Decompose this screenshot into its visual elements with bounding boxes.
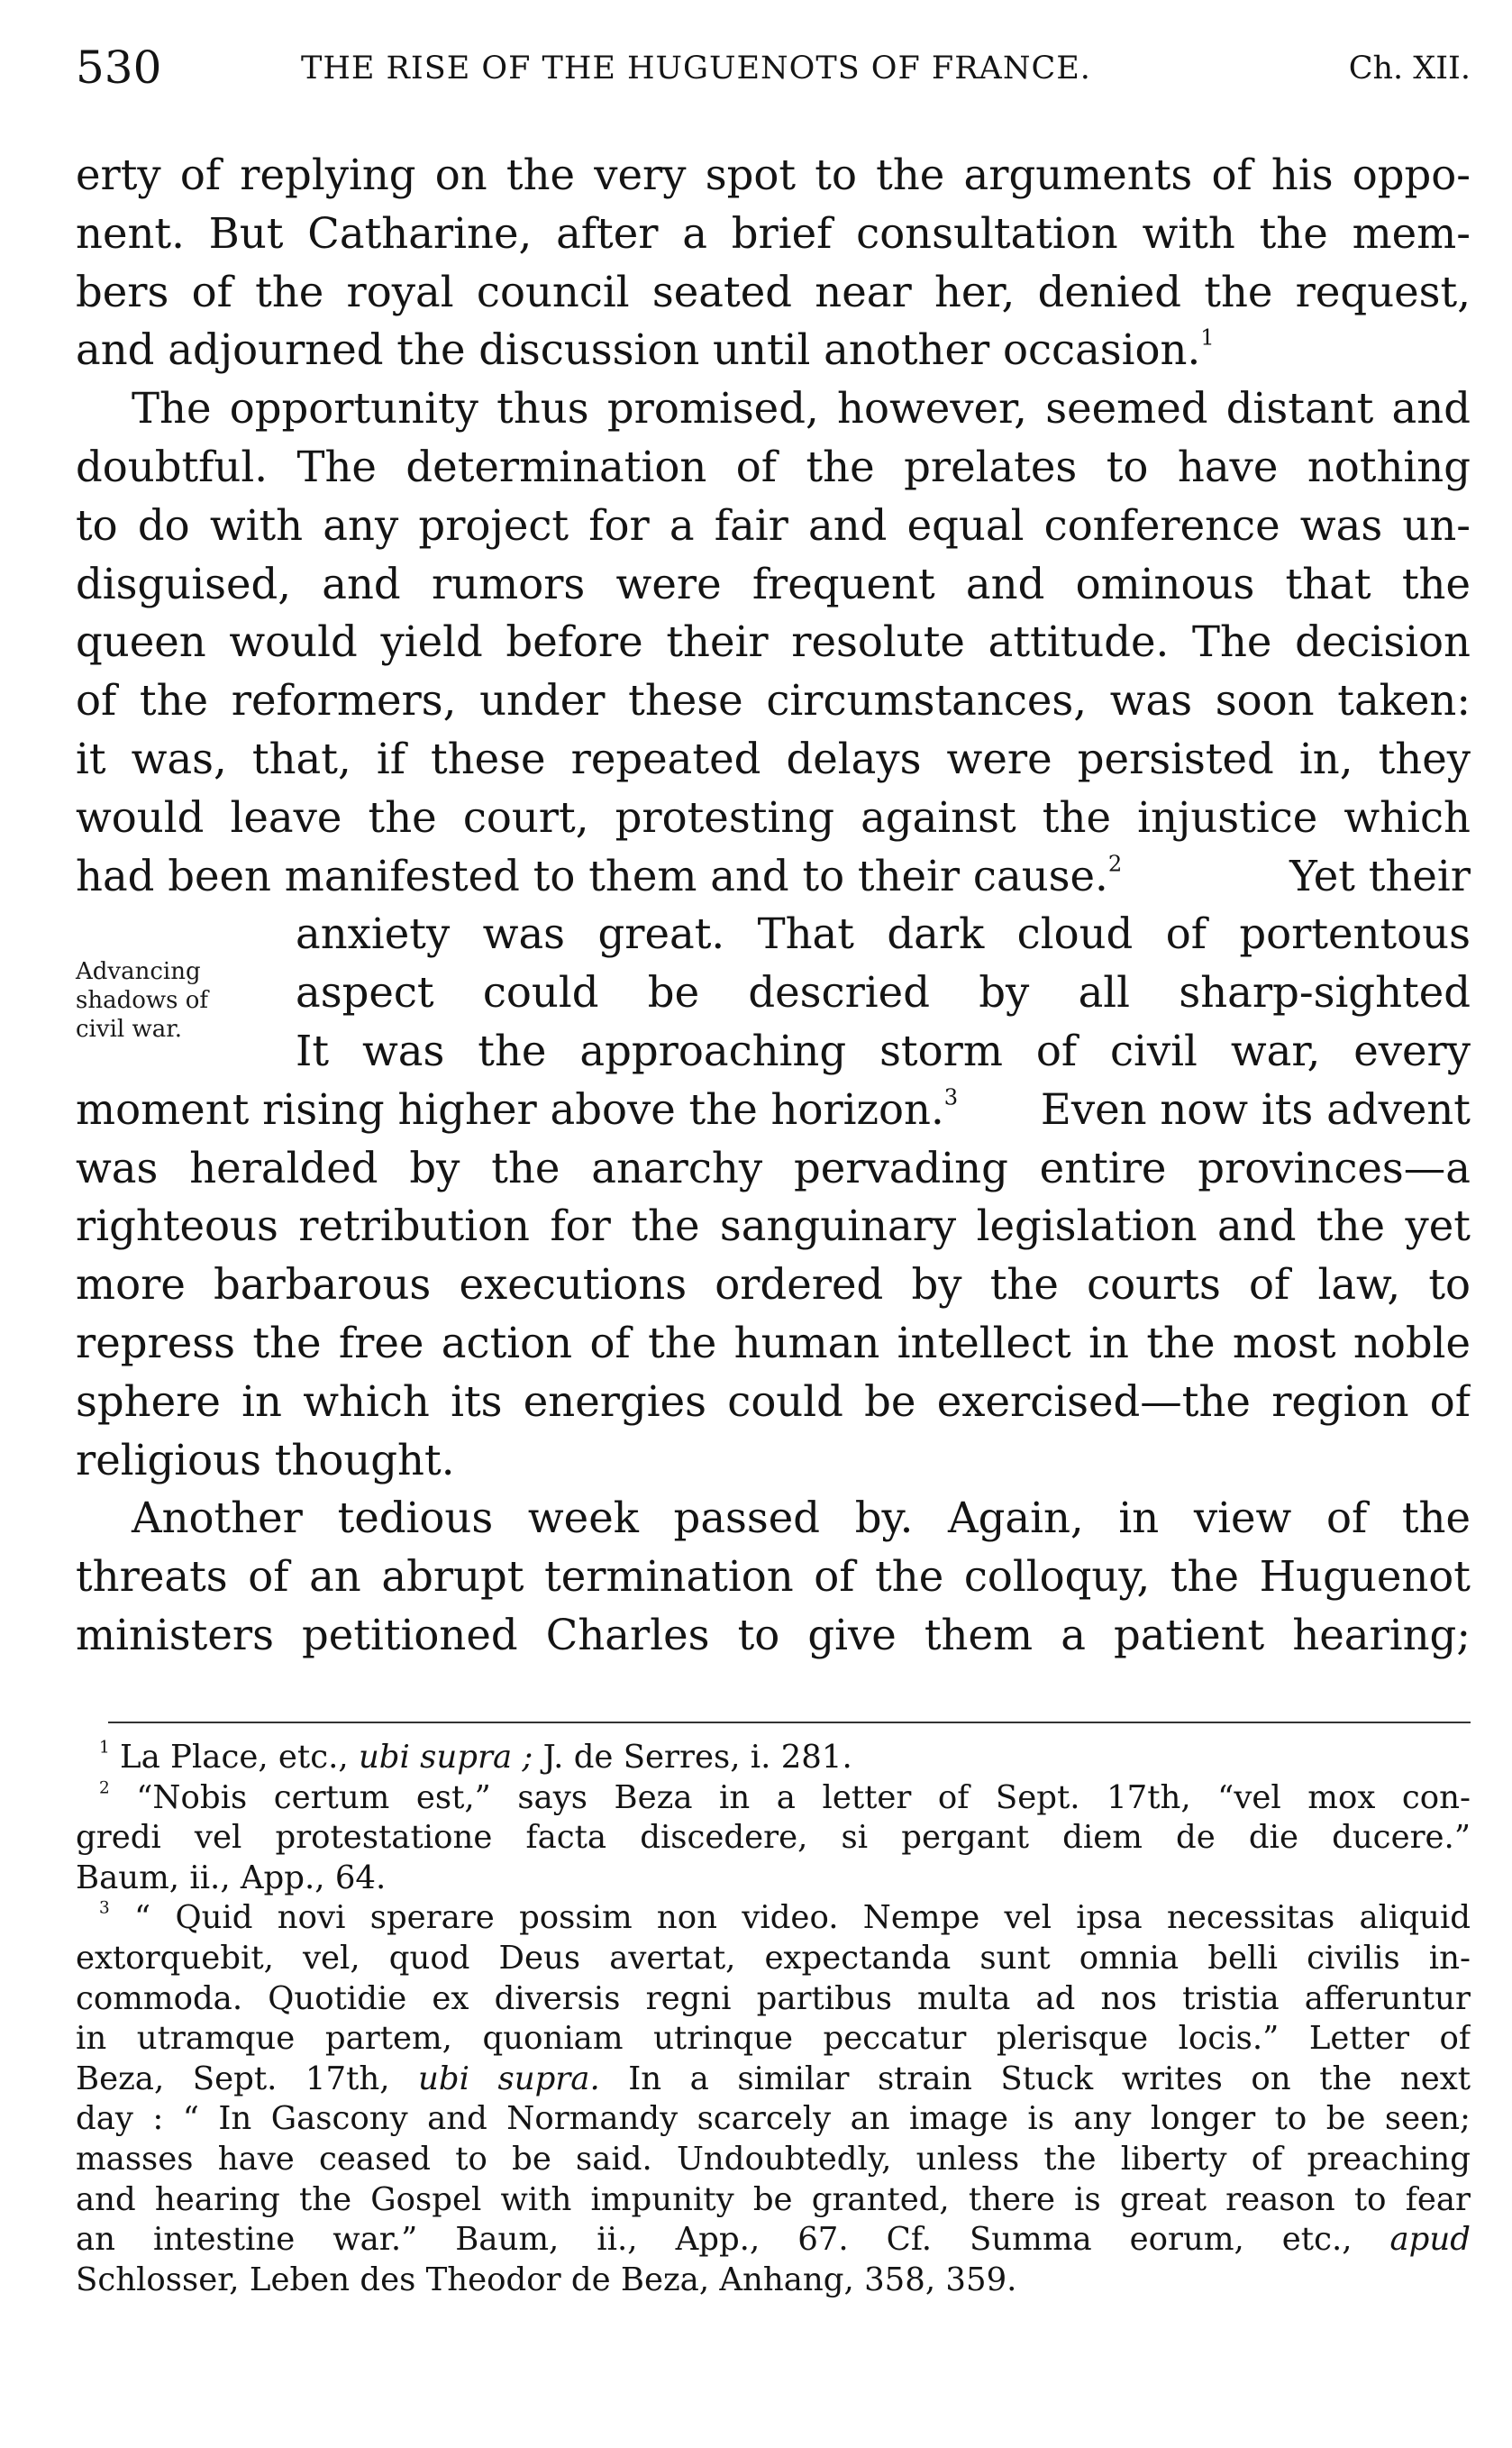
text-line: sphere in which its energies could be exercised—the region of <box>76 1376 1471 1426</box>
text-line: ministers petitioned Charles to give them a patient hearing; <box>76 1610 1471 1659</box>
text-line: would leave the court, protesting against the injustice which <box>76 792 1471 842</box>
footnote-3 <box>76 1898 1471 2300</box>
footnote-line <box>76 2060 1471 2100</box>
margin-note-line: civil war. <box>76 1016 183 1043</box>
text-line: aspect could be descried by all sharp-sighted <box>296 968 1471 1018</box>
text-segment: and adjourned the discussion until another occasion. <box>76 325 1201 375</box>
italic-text: ubi supra. <box>418 2060 600 2097</box>
main-text <box>76 146 1471 1665</box>
footnote-ref-3[interactable]: 3 <box>943 1084 959 1110</box>
footnote-line: Baum, ii., App., 64. <box>76 1859 387 1896</box>
text-line <box>76 321 1471 379</box>
text-line: erty of replying on the very spot to the arguments of his oppo- <box>76 151 1471 199</box>
footnote-mark: 3 <box>99 1898 110 1918</box>
running-header <box>76 41 1471 105</box>
text-segment: Yet their <box>1289 851 1471 900</box>
text-line: anxiety was great. That dark cloud of portentous <box>296 909 1471 959</box>
text-line: disguised, and rumors were frequent and ominous that the <box>76 559 1471 608</box>
footnote-line: in utramque partem, quoniam utrinque peccatur plerisque locis.” Letter of <box>76 2020 1471 2058</box>
margin-note-line: Advancing <box>76 958 201 985</box>
text-line: repress the free action of the human intellect in the most noble <box>76 1318 1471 1367</box>
text-line: was heralded by the anarchy pervading entire provinces—a <box>76 1143 1471 1192</box>
running-title: THE RISE OF THE HUGUENOTS OF FRANCE. <box>301 50 1091 87</box>
footnote-ref-2[interactable]: 2 <box>1107 850 1123 876</box>
text-line: It was the approaching storm of civil war, every <box>296 1026 1471 1075</box>
text-line: righteous retribution for the sanguinary legislation and the yet <box>76 1201 1471 1251</box>
text-line: threats of an abrupt termination of the colloquy, the Huguenot <box>76 1552 1471 1602</box>
text-segment: “ Quid novi sperare possim non video. Nempe vel ipsa necessitas aliquid <box>134 1899 1471 1937</box>
footnote-line <box>76 1898 1471 1939</box>
footnotes <box>76 1738 1471 2300</box>
text-line <box>76 1081 1471 1139</box>
footnote-line <box>76 1778 1471 1819</box>
footnote-line: masses have ceased to be said. Undoubtedly, unless the liberty of preaching <box>76 2140 1471 2178</box>
margin-note-line: shadows of <box>76 987 209 1014</box>
text-segment: moment rising higher above the horizon. <box>76 1084 944 1134</box>
footnote-line: Schlosser, Leben des Theodor de Beza, Anhang, 358, 359. <box>76 2261 1017 2298</box>
footnote-mark: 1 <box>99 1738 110 1758</box>
text-line: religious thought. <box>76 1435 455 1484</box>
footnote-divider <box>108 1722 1471 1723</box>
italic-text: apud <box>1389 2221 1471 2259</box>
footnote-line: day : “ In Gascony and Normandy scarcely an image is any longer to be seen; <box>76 2100 1471 2138</box>
text-segment: La Place, etc., <box>120 1739 359 1776</box>
text-segment: J. de Serres, i. 281. <box>533 1739 852 1776</box>
text-segment <box>76 1081 958 1139</box>
footnote-1 <box>76 1738 1471 1778</box>
footnote-line: and hearing the Gospel with impunity be granted, there is great reason to fear <box>76 2180 1471 2218</box>
text-segment: had been manifested to them and to their cause. <box>76 851 1108 900</box>
footnote-line <box>76 1738 1471 1778</box>
chapter-label: Ch. XII. <box>1348 50 1471 87</box>
text-segment: In a similar strain Stuck writes on the next <box>599 2060 1471 2097</box>
italic-text: ubi supra ; <box>358 1739 533 1776</box>
text-segment <box>76 847 1122 906</box>
margin-note <box>76 957 256 1044</box>
text-segment: an intestine war.” Baum, ii., App., 67. Cf. Summa eorum, etc., <box>76 2221 1390 2259</box>
text-line: nent. But Catharine, after a brief consultation with the mem- <box>76 208 1471 258</box>
footnote-line <box>76 2220 1471 2261</box>
paragraph-start-line: Another tedious week passed by. Again, in view of the <box>132 1493 1471 1543</box>
page-number: 530 <box>76 41 162 94</box>
footnote-line: extorquebit, vel, quod Deus avertat, expectanda sunt omnia belli civilis in- <box>76 1939 1471 1977</box>
text-line <box>76 847 1471 906</box>
footnote-mark: 2 <box>99 1777 110 1797</box>
text-line: bers of the royal council seated near her, denied the request, <box>76 267 1471 316</box>
text-segment: Beza, Sept. 17th, <box>76 2060 419 2097</box>
footnote-ref-1[interactable]: 1 <box>1200 324 1215 351</box>
text-line: queen would yield before their resolute attitude. The decision <box>76 617 1471 667</box>
text-line: more barbarous executions ordered by the courts of law, to <box>76 1260 1471 1310</box>
text-line: to do with any project for a fair and equal conference was un- <box>76 500 1471 550</box>
footnote-line: commoda. Quotidie ex diversis regni partibus multa ad nos tristia afferuntur <box>76 1979 1471 2017</box>
text-line: it was, that, if these repeated delays were persisted in, they <box>76 734 1471 783</box>
text-line: of the reformers, under these circumstances, was soon taken: <box>76 676 1471 726</box>
paragraph-start-line: The opportunity thus promised, however, seemed distant and <box>132 384 1471 434</box>
text-segment: Even now its advent <box>1040 1084 1471 1134</box>
footnote-line: gredi vel protestatione facta discedere, si pergant diem de die ducere.” <box>76 1819 1471 1857</box>
text-segment: “Nobis certum est,” says Beza in a letter of Sept. 17th, “vel mox con- <box>136 1778 1471 1816</box>
footnote-2 <box>76 1778 1471 1899</box>
text-line: doubtful. The determination of the prelates to have nothing <box>76 442 1471 491</box>
